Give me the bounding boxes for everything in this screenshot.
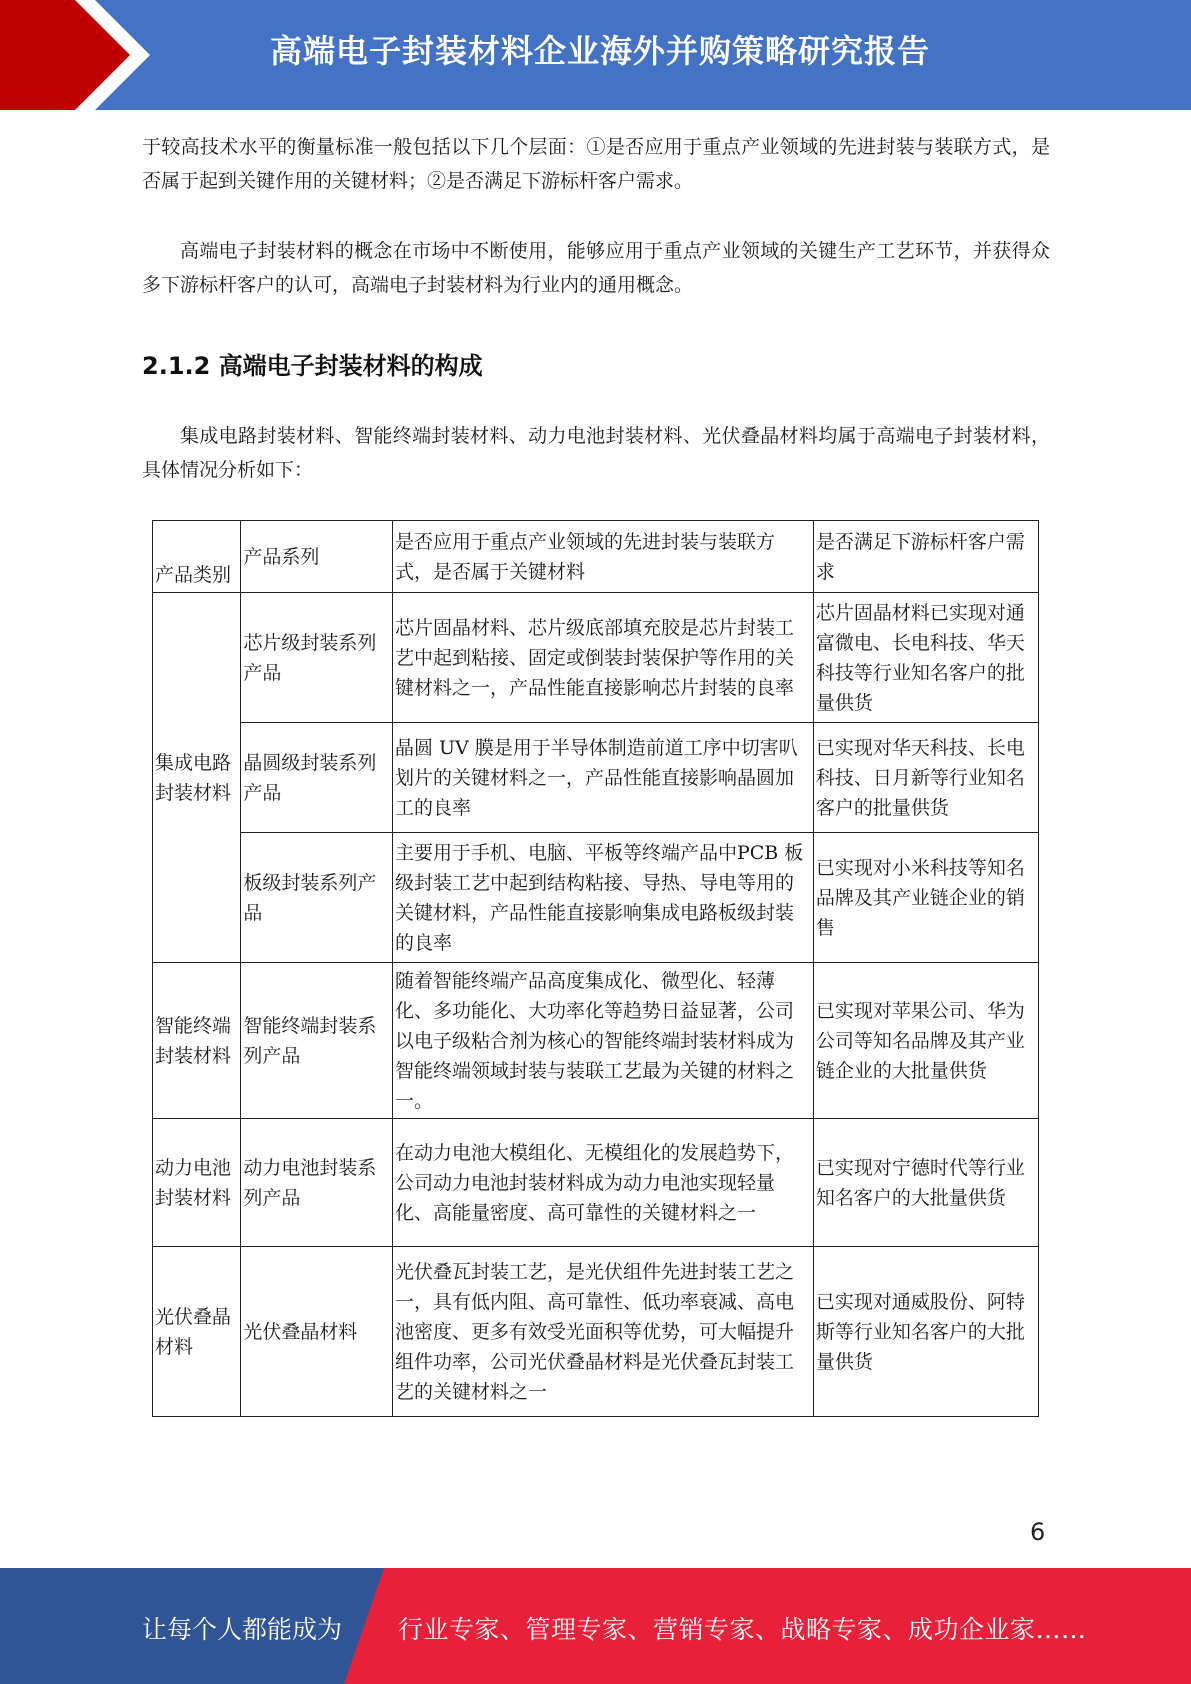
page-footer [0, 1568, 1191, 1684]
table-header-row [153, 521, 1039, 593]
page-number: 6 [1030, 1518, 1046, 1546]
advanced-cell: 随着智能终端产品高度集成化、微型化、轻薄化、多功能化、大功率化等趋势日益显著，公司以电子级粘合剂为核心的智能终端封装材料成为智能终端领域封装与装联工艺最为关键的材料之一。 [392, 963, 813, 1119]
header-advanced: 是否应用于重点产业领域的先进封装与装联方式，是否属于关键材料 [392, 521, 813, 593]
series-cell: 动力电池封装系列产品 [241, 1119, 393, 1247]
section-heading: 2.1.2 高端电子封装材料的构成 [142, 352, 483, 380]
customer-cell: 已实现对宁德时代等行业知名客户的大批量供货 [813, 1119, 1038, 1247]
paragraph-composition: 集成电路封装材料、智能终端封装材料、动力电池封装材料、光伏叠晶材料均属于高端电子封装材料，具体情况分析如下： [142, 425, 1050, 481]
materials-table [152, 520, 1039, 1417]
table-row [153, 833, 1039, 963]
category-cell: 动力电池封装材料 [153, 1119, 241, 1247]
advanced-cell: 晶圆 UV 膜是用于半导体制造前道工序中切害叭划片的关键材料之一，产品性能直接影响晶圆加工的良率 [392, 723, 813, 833]
advanced-cell: 主要用于手机、电脑、平板等终端产品中PCB 板级封装工艺中起到结构粘接、导热、导电等用的关键材料，产品性能直接影响集成电路板级封装的良率 [392, 833, 813, 963]
customer-cell: 芯片固晶材料已实现对通富微电、长电科技、华天科技等行业知名客户的批量供货 [813, 593, 1038, 723]
customer-cell: 已实现对华天科技、长电科技、日月新等行业知名客户的批量供货 [813, 723, 1038, 833]
series-cell: 板级封装系列产品 [241, 833, 393, 963]
advanced-cell: 在动力电池大模组化、无模组化的发展趋势下，公司动力电池封装材料成为动力电池实现轻量化、高能量密度、高可靠性的关键材料之一 [392, 1119, 813, 1247]
report-title: 高端电子封装材料企业海外并购策略研究报告 [269, 32, 930, 70]
header-category: 产品类别 [153, 521, 241, 593]
category-cell: 集成电路封装材料 [153, 593, 241, 963]
series-cell: 光伏叠晶材料 [241, 1247, 393, 1417]
paragraph-concept: 高端电子封装材料的概念在市场中不断使用，能够应用于重点产业领域的关键生产工艺环节，并获得众多下游标杆客户的认可，高端电子封装材料为行业内的通用概念。 [142, 240, 1050, 296]
series-cell: 芯片级封装系列产品 [241, 593, 393, 723]
header-customer: 是否满足下游标杆客户需求 [813, 521, 1038, 593]
customer-cell: 已实现对通威股份、阿特斯等行业知名客户的大批量供货 [813, 1247, 1038, 1417]
series-cell: 智能终端封装系列产品 [241, 963, 393, 1119]
customer-cell: 已实现对苹果公司、华为公司等知名品牌及其产业链企业的大批量供货 [813, 963, 1038, 1119]
advanced-cell: 光伏叠瓦封装工艺，是光伏组件先进封装工艺之一，具有低内阻、高可靠性、低功率衰减、高电池密度、更多有效受光面积等优势，可大幅提升组件功率，公司光伏叠晶材料是光伏叠瓦封装工艺的关键材料之一 [392, 1247, 813, 1417]
table-row [153, 1119, 1039, 1247]
series-cell: 晶圆级封装系列产品 [241, 723, 393, 833]
advanced-cell: 芯片固晶材料、芯片级底部填充胶是芯片封装工艺中起到粘接、固定或倒装封装保护等作用的关键材料之一，产品性能直接影响芯片封装的良率 [392, 593, 813, 723]
table-row [153, 1247, 1039, 1417]
table-row [153, 723, 1039, 833]
category-cell: 光伏叠晶材料 [153, 1247, 241, 1417]
customer-cell: 已实现对小米科技等知名品牌及其产业链企业的销售 [813, 833, 1038, 963]
footer-slogan-right: 行业专家、管理专家、营销专家、战略专家、成功企业家…… [398, 1615, 1087, 1644]
page-header [0, 0, 1191, 110]
document-body [142, 130, 1050, 487]
table-row [153, 963, 1039, 1119]
table-row [153, 593, 1039, 723]
footer-slogan-left: 让每个人都能成为 [142, 1615, 343, 1644]
header-series: 产品系列 [241, 521, 393, 593]
category-cell: 智能终端封装材料 [153, 963, 241, 1119]
paragraph-criteria: 于较高技术水平的衡量标准一般包括以下几个层面：①是否应用于重点产业领域的先进封装与装联方式，是否属于起到关键作用的关键材料；②是否满足下游标杆客户需求。 [142, 136, 1050, 192]
